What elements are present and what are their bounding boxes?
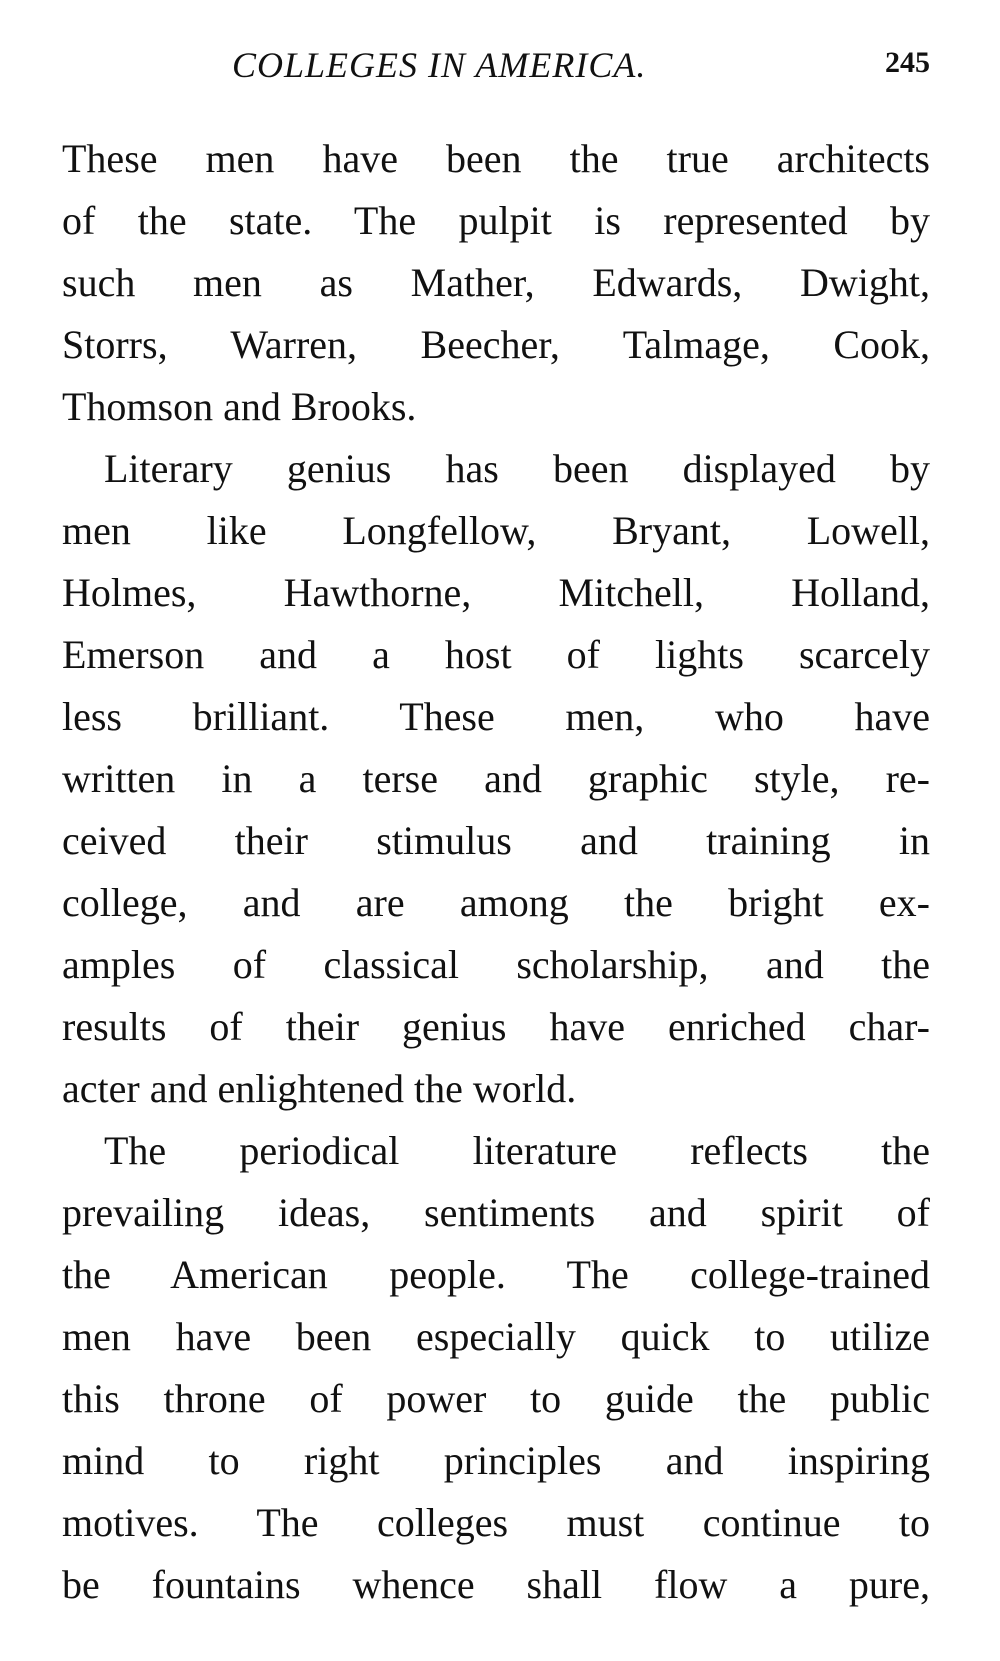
text-line: of the state. The pulpit is represented by (62, 198, 930, 243)
paragraph-2 (62, 438, 930, 1120)
body-text (62, 128, 930, 1616)
text-line: less brilliant. These men, who have (62, 694, 930, 739)
text-line: Storrs, Warren, Beecher, Talmage, Cook, (62, 322, 930, 367)
text-line: ceived their stimulus and training in (62, 818, 930, 863)
text-line: such men as Mather, Edwards, Dwight, (62, 260, 930, 305)
text-line: college, and are among the bright ex- (62, 880, 930, 925)
running-title: COLLEGES IN AMERICA. (232, 45, 647, 85)
paragraph-1 (62, 128, 930, 438)
text-line: Holmes, Hawthorne, Mitchell, Holland, (62, 570, 930, 615)
text-line: prevailing ideas, sentiments and spirit of (62, 1190, 930, 1235)
text-line: These men have been the true architects (62, 136, 930, 181)
text-line: The periodical literature reflects the (104, 1128, 930, 1173)
text-line: this throne of power to guide the public (62, 1376, 930, 1421)
text-line: written in a terse and graphic style, re- (62, 756, 930, 801)
text-line: be fountains whence shall flow a pure, (62, 1562, 930, 1607)
text-line: motives. The colleges must continue to (62, 1500, 930, 1545)
paragraph-3 (62, 1120, 930, 1616)
page-number: 245 (885, 46, 930, 79)
text-line: results of their genius have enriched char- (62, 1004, 930, 1049)
text-line: men like Longfellow, Bryant, Lowell, (62, 508, 930, 553)
text-line: the American people. The college-trained (62, 1252, 930, 1297)
running-head (62, 44, 930, 94)
text-line: amples of classical scholarship, and the (62, 942, 930, 987)
text-line: Thomson and Brooks. (62, 384, 417, 429)
text-line: Literary genius has been displayed by (104, 446, 930, 491)
text-line: mind to right principles and inspiring (62, 1438, 930, 1483)
text-line: acter and enlightened the world. (62, 1066, 577, 1111)
text-line: Emerson and a host of lights scarcely (62, 632, 930, 677)
text-line: men have been especially quick to utilize (62, 1314, 930, 1359)
